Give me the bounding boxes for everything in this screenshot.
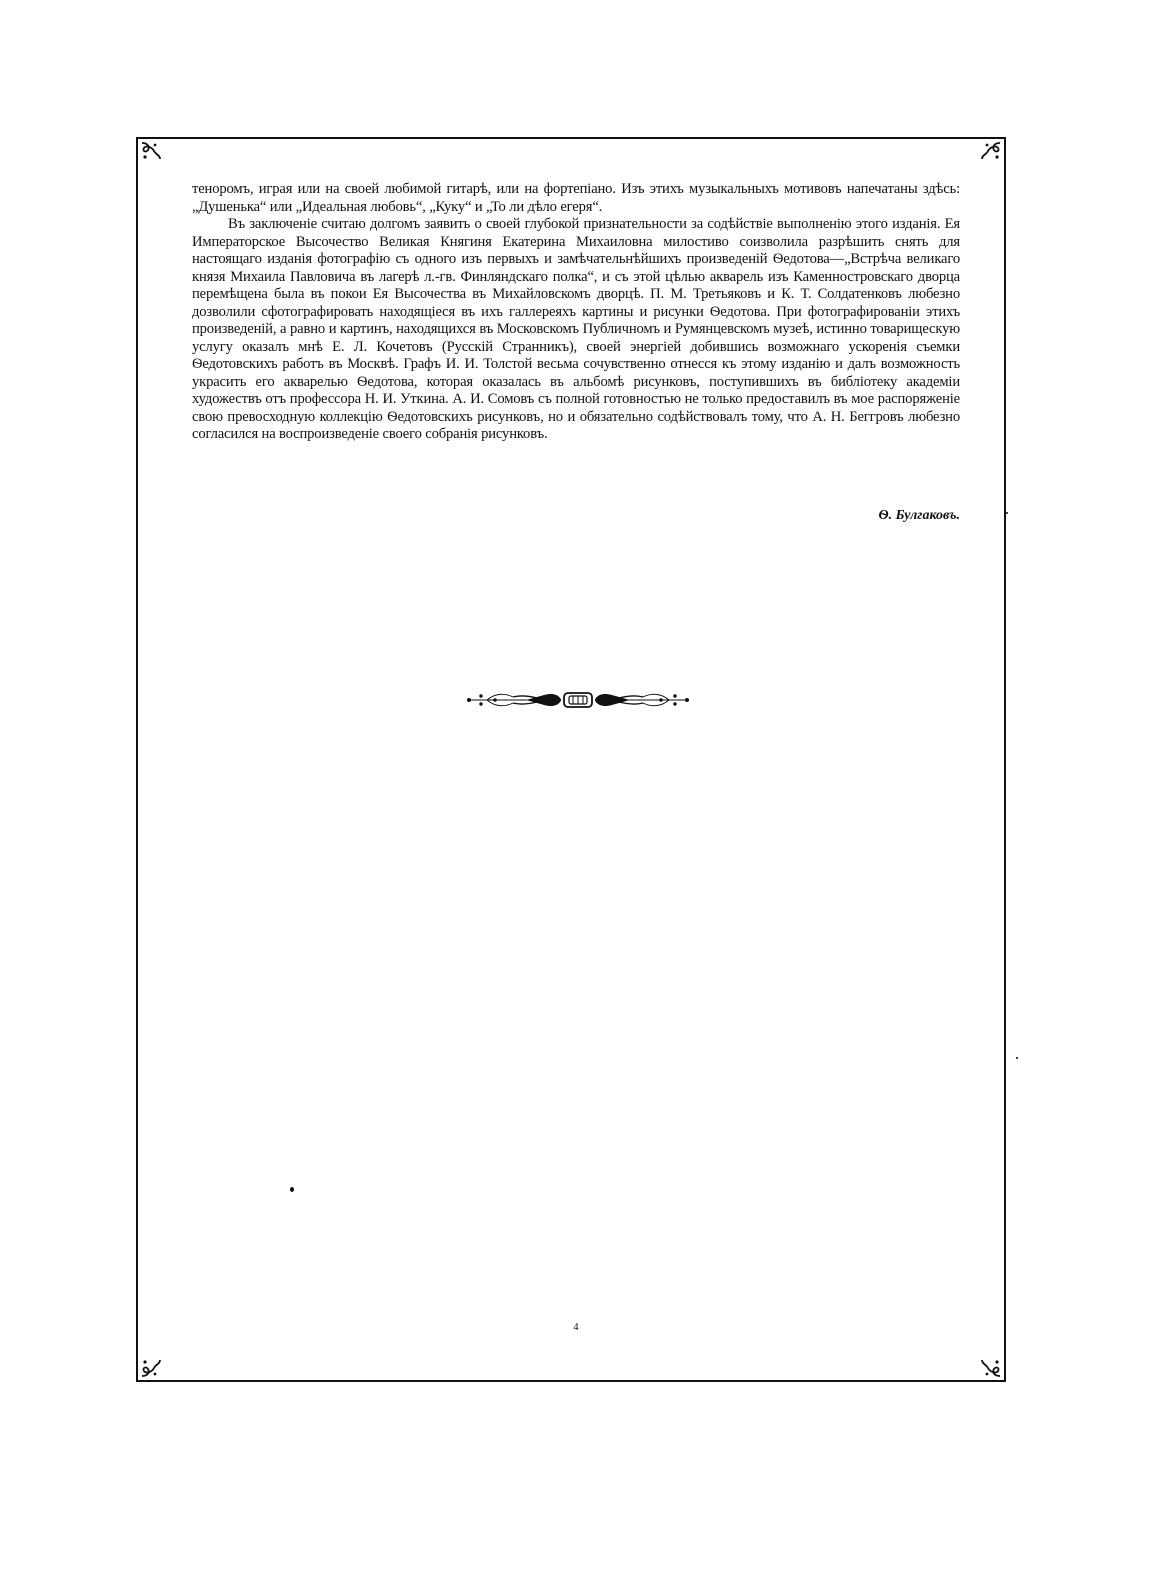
paragraph-1: теноромъ, играя или на своей любимой гитарѣ, или на фортепіано. Изъ этихъ музыкальныхъ мотивовъ напечатаны здѣсь: „Душенька“ или „Идеальная любовь“, „Куку“ и „То ли дѣло егеря“. — [192, 181, 960, 215]
corner-flourish-icon — [140, 1356, 162, 1378]
print-speck — [1016, 1057, 1018, 1059]
page-number: 4 — [573, 1322, 579, 1333]
body-text — [192, 181, 960, 444]
corner-flourish-icon — [140, 141, 162, 163]
print-speck — [290, 1187, 294, 1192]
print-speck — [1006, 512, 1008, 514]
paragraph-2: Въ заключеніе считаю долгомъ заявить о своей глубокой признательности за содѣйствіе выполненію этого изданія. Ея Императорское Высочество Великая Княгиня Екатерина Михаиловна милостиво соизволила разрѣшить снять для настоящаго изданія фотографію съ одного изъ первыхъ и замѣчательнѣйшихъ произведеній Ѳедотова—„Встрѣча великаго князя Михаила Павловича въ лагерѣ л.-гв. Финляндскаго полка“, и съ этой цѣлью акварель изъ Каменностровскаго дворца перемѣщена была въ покои Ея Высочества въ Михайловскомъ дворцѣ. П. М. Третьяковъ и К. Т. Солдатенковъ любезно дозволили сфотографировать находящіеся въ ихъ галлереяхъ картины и рисунки Ѳедотова. При фотографированіи этихъ произведеній, а равно и картинъ, находящихся въ Московскомъ Публичномъ и Румянцевскомъ музеѣ, истинно товарищескую услугу оказалъ мнѣ Е. Л. Кочетовъ (Русскій Странникъ), своей энергіей добившись возможнаго ускоренія съемки Ѳедотовскихъ работъ въ Москвѣ. Графъ И. И. Толстой весьма сочувственно отнесся къ этому изданію и далъ возможность украсить его акварелью Ѳедотова, которая оказалась въ альбомѣ рисунковъ, поступившихъ въ библіотеку академіи художествъ отъ профессора Н. И. Уткина. А. И. Сомовъ съ полной готовностью не только предоставилъ въ мое распоряженіе свою превосходную коллекцію Ѳедотовскихъ рисунковъ, но и обязательно содѣйствовалъ тому, что А. Н. Беггровъ любезно согласился на воспроизведеніе своего собранія рисунковъ. — [192, 216, 960, 442]
corner-flourish-icon — [980, 141, 1002, 163]
ornament-divider-icon — [467, 689, 689, 711]
corner-flourish-icon — [980, 1356, 1002, 1378]
author-signature: Ѳ. Булгаковъ. — [878, 508, 960, 523]
